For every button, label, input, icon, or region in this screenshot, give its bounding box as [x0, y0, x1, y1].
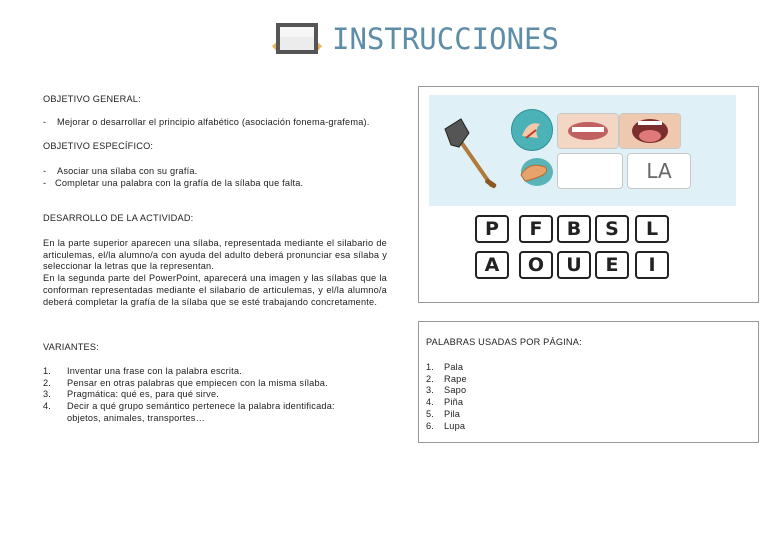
word-text: Sapo: [444, 385, 467, 396]
letter-button[interactable]: S: [595, 215, 629, 243]
list-item: [426, 397, 626, 409]
articulema-hand-icon: [515, 155, 555, 189]
letter-button[interactable]: E: [595, 251, 629, 279]
shovel-icon: [441, 117, 499, 195]
word-text: Lupa: [444, 420, 466, 431]
bullet: -: [43, 177, 47, 188]
bullet: -: [43, 166, 47, 176]
list-item-text: Decir a qué grupo semántico pertenece la palabra identificada: objetos, animales, transportes…: [67, 401, 335, 423]
letter-button[interactable]: I: [635, 251, 669, 279]
syllable-card: [627, 153, 691, 189]
list-item: [43, 178, 393, 190]
variantes-list: [43, 366, 363, 425]
variantes-heading: VARIANTES:: [43, 342, 99, 352]
objetivo-general-heading: OBJETIVO GENERAL:: [43, 94, 141, 104]
list-number: 4.: [426, 397, 435, 408]
syllable-text: LA: [646, 159, 672, 183]
list-item: [43, 366, 363, 378]
objetivo-general-item: [43, 117, 393, 129]
list-item: [426, 385, 626, 397]
desarrollo-paragraph: En la parte superior aparecen una sílaba, representada mediante el silabario de articulemas, el/la alumno/a con ayuda del adulto deberá pronunciar esa sílaba y seleccionar la letras que la representan.: [43, 238, 387, 272]
list-item: [43, 378, 363, 390]
letter-button[interactable]: A: [475, 251, 509, 279]
objetivo-especifico-list: [43, 166, 393, 189]
list-number: 1.: [43, 366, 52, 376]
list-item-text: Completar una palabra con la grafía de la sílaba que falta.: [55, 177, 304, 188]
page-header: [272, 18, 592, 62]
letter-button[interactable]: U: [557, 251, 591, 279]
list-item-text: Pensar en otras palabras que empiecen con la misma sílaba.: [67, 377, 328, 388]
word-text: Rape: [444, 373, 467, 384]
list-item: [43, 166, 393, 178]
letter-button[interactable]: P: [475, 215, 509, 243]
letter-button[interactable]: O: [519, 251, 553, 279]
bullet: -: [43, 117, 47, 127]
answer-box[interactable]: [557, 153, 623, 189]
list-number: 3.: [43, 389, 52, 400]
letter-button[interactable]: B: [557, 215, 591, 243]
list-number: 4.: [43, 401, 52, 412]
list-number: 1.: [426, 362, 435, 372]
tongue-icon: [620, 114, 680, 148]
desarrollo-paragraph: En la segunda parte del PowerPoint, aparecerá una imagen y las sílabas que la conforman representadas mediante el silabario de articulemas, y el/la alumno/a deberá completar la grafía de la sílaba que se esté trabajando concretamente.: [43, 273, 387, 307]
desarrollo-heading: DESARROLLO DE LA ACTIVIDAD:: [43, 213, 194, 223]
list-item: [426, 409, 626, 421]
mouth-icon: [558, 114, 618, 148]
tongue-card: [619, 113, 681, 149]
list-item-text: Pragmática: qué es, para qué sirve.: [67, 389, 220, 400]
list-number: 6.: [426, 420, 435, 431]
objetivo-general-text: Mejorar o desarrollar el principio alfabético (asociación fonema-grafema).: [57, 117, 370, 127]
word-text: Piña: [444, 397, 464, 408]
list-item: [43, 401, 363, 424]
palabras-box: [418, 321, 759, 443]
list-item: [426, 362, 626, 374]
desarrollo-body: [43, 238, 387, 308]
articulema-icon: [511, 109, 553, 151]
list-number: 5.: [426, 408, 435, 419]
preview-top-area: [429, 95, 736, 206]
list-item: [43, 389, 363, 401]
word-text: Pala: [444, 362, 464, 372]
list-number: 2.: [426, 373, 435, 384]
list-item: [426, 421, 626, 433]
activity-preview: [418, 86, 759, 303]
list-number: 3.: [426, 385, 435, 396]
page-title: INSTRUCCIONES: [332, 22, 559, 56]
letter-button[interactable]: F: [519, 215, 553, 243]
mouth-card: [557, 113, 619, 149]
objetivo-especifico-heading: OBJETIVO ESPECÍFICO:: [43, 141, 154, 151]
list-item-text: Inventar una frase con la palabra escrita.: [67, 366, 242, 376]
list-item: [426, 374, 626, 386]
palabras-heading: PALABRAS USADAS POR PÁGINA:: [426, 337, 582, 347]
list-item-text: Asociar una sílaba con su grafía.: [57, 166, 198, 176]
word-text: Pila: [444, 408, 461, 419]
slide-frame-icon: [272, 20, 322, 58]
letter-button[interactable]: L: [635, 215, 669, 243]
palabras-list: [426, 362, 626, 432]
list-number: 2.: [43, 377, 52, 388]
